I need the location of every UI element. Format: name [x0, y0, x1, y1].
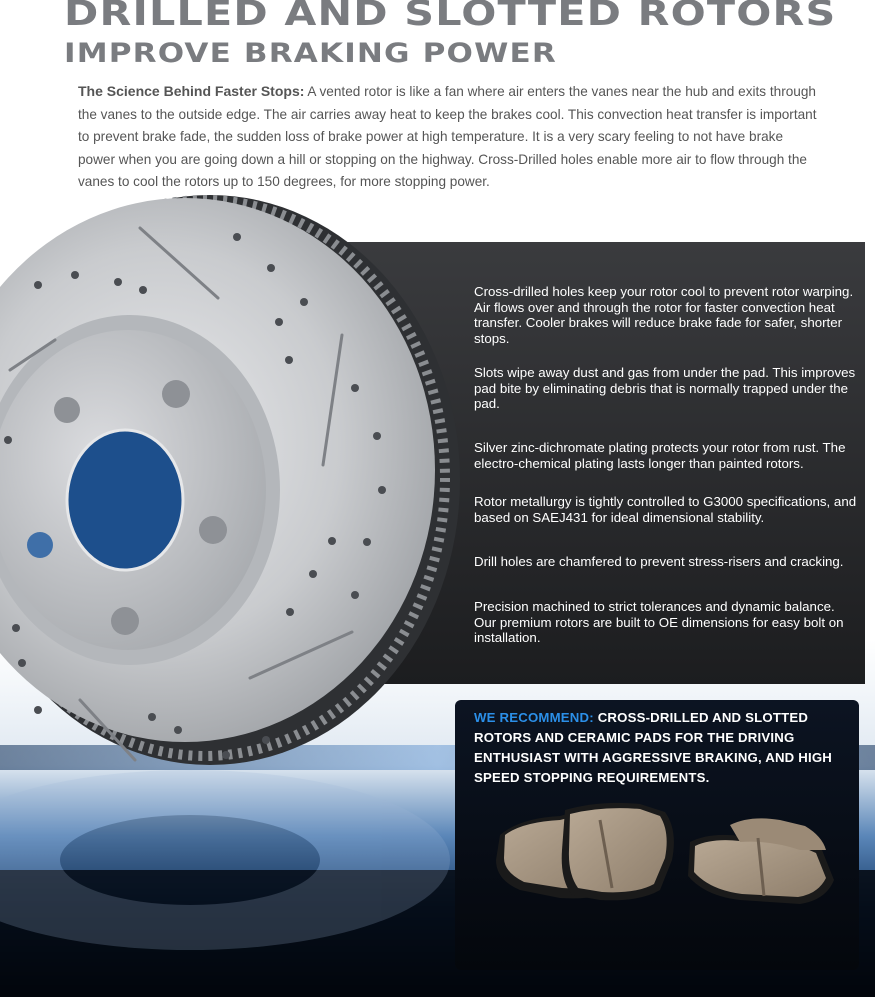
recommend-text	[474, 708, 854, 788]
feature-item: Rotor metallurgy is tightly controlled to G3000 specifications, and based on SAEJ431 for ideal dimensional stability.	[474, 494, 857, 525]
intro-body: A vented rotor is like a fan where air enters the vanes near the hub and exits through the vanes to the outside edge. The air carries away heat to keep the brakes cool. This convection heat transfer is important to prevent brake fade, the sudden loss of brake power at high temperature. It is a very scary feeling to not have brake power when you are going down a hill or stopping on the highway. Cross-Drilled holes enable more air to flow through the vanes to cool the rotors up to 150 degrees, for more stopping power.	[78, 84, 817, 190]
intro-lead: The Science Behind Faster Stops:	[78, 83, 305, 99]
feature-item: Silver zinc-dichromate plating protects your rotor from rust. The electro-chemical plating lasts longer than painted rotors.	[474, 440, 846, 471]
page-title	[64, 0, 837, 70]
title-line-2: IMPROVE BRAKING POWER	[64, 38, 557, 69]
feature-item: Cross-drilled holes keep your rotor cool to prevent rotor warping. Air flows over and through the rotor for faster convection heat transfer. Cooler brakes will reduce brake fade for safer, shorter stops.	[474, 284, 854, 346]
recommend-body: CROSS-DRILLED AND SLOTTED ROTORS AND CERAMIC PADS FOR THE DRIVING ENTHUSIAST WITH AGGRESSIVE BRAKING, AND HIGH SPEED STOPPING REQUIREMENTS.	[474, 710, 833, 785]
feature-item: Drill holes are chamfered to prevent stress-risers and cracking.	[474, 554, 844, 569]
title-line-1: DRILLED AND SLOTTED ROTORS	[64, 0, 837, 34]
feature-item: Precision machined to strict tolerances and dynamic balance. Our premium rotors are built to OE dimensions for easy bolt on installation.	[474, 599, 844, 646]
feature-item: Slots wipe away dust and gas from under the pad. This improves pad bite by eliminating debris that is normally trapped under the pad.	[474, 365, 856, 412]
intro-paragraph	[78, 80, 818, 194]
recommend-label: WE RECOMMEND:	[474, 710, 594, 725]
